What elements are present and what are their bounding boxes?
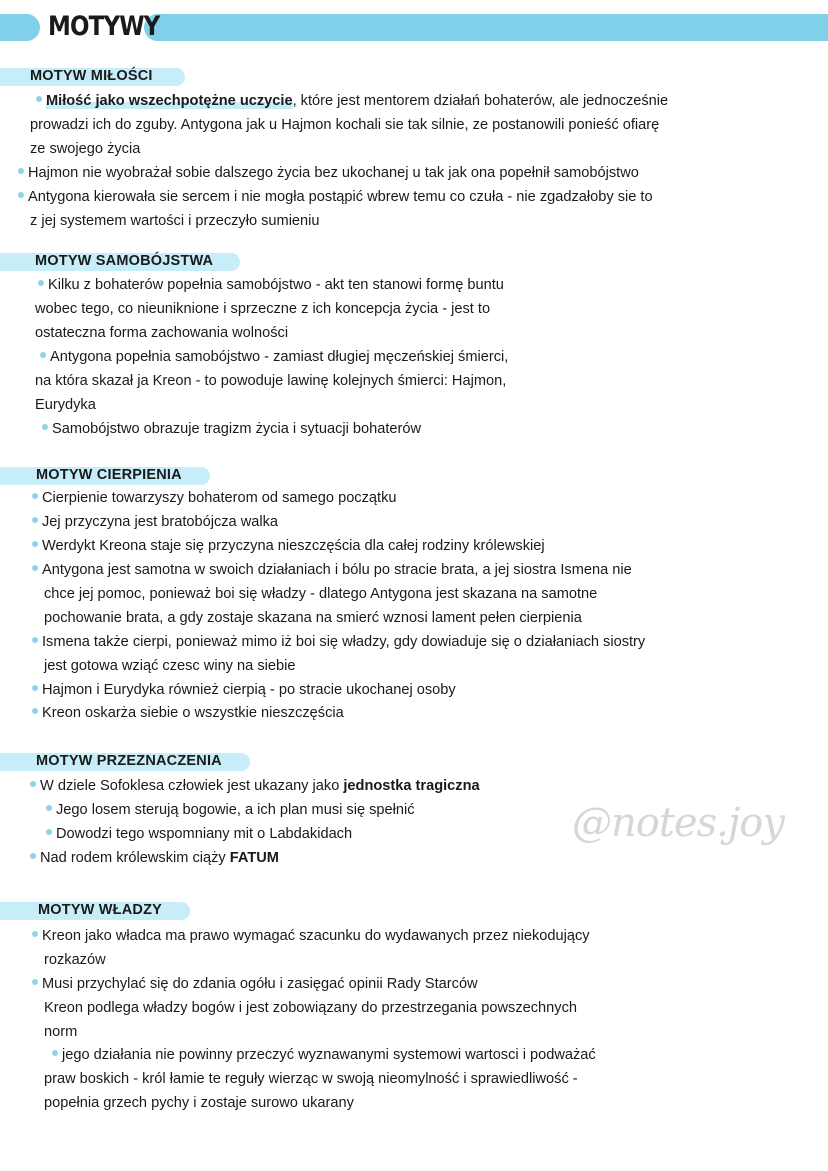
bold-text: jednostka tragiczna (343, 778, 480, 794)
note-line (38, 276, 504, 294)
note-line (44, 999, 577, 1017)
note-line (44, 609, 582, 627)
note-line (32, 537, 545, 555)
line-text: chce jej pomoc, ponieważ boi się władzy - dlatego Antygona jest skazana na samotne (44, 586, 598, 602)
line-text: Jego losem sterują bogowie, a ich plan musi się spełnić (56, 802, 415, 818)
note-line (40, 348, 508, 366)
bullet-dot-icon (32, 979, 38, 985)
watermark: @notes.joy (572, 800, 784, 846)
line-text: Werdykt Kreona staje się przyczyna nieszczęścia dla całej rodziny królewskiej (42, 538, 545, 554)
note-line (46, 825, 352, 843)
line-text: praw boskich - król łamie te reguły wierząc w swoją nieomylność i sprawiedliwość - (44, 1071, 578, 1087)
note-line (44, 951, 106, 969)
note-line (18, 188, 653, 206)
note-line (32, 927, 590, 945)
line-text: W dziele Sofoklesa człowiek jest ukazany jako (40, 778, 344, 794)
line-text: Kreon jako władca ma prawo wymagać szacunku do wydawanych przez niekodujący (42, 928, 590, 944)
title-bar-left (0, 14, 40, 41)
section-title: MOTYW CIERPIENIA (36, 467, 182, 483)
line-text: jest gotowa wziąć czesc winy na siebie (44, 658, 296, 674)
note-line (44, 585, 597, 603)
line-text: Cierpienie towarzyszy bohaterom od samego początku (42, 490, 397, 506)
note-line (30, 116, 659, 134)
bullet-dot-icon (32, 541, 38, 547)
bullet-dot-icon (40, 352, 46, 358)
note-line (32, 561, 632, 579)
bullet-dot-icon (18, 192, 24, 198)
note-line (44, 1023, 77, 1041)
bullet-dot-icon (38, 280, 44, 286)
page-title: MOTYWY (48, 11, 160, 42)
line-text: Eurydyka (35, 397, 96, 413)
note-line (32, 489, 396, 507)
note-line (35, 300, 490, 318)
bullet-dot-icon (32, 637, 38, 643)
bullet-dot-icon (32, 493, 38, 499)
line-text: Hajmon i Eurydyka również cierpią - po stracie ukochanej osoby (42, 682, 456, 698)
note-line (44, 1070, 578, 1088)
bullet-dot-icon (32, 931, 38, 937)
line-text: Antygona kierowała sie sercem i nie mogła postąpić wbrew temu co czuła - nie zgadzałoby sie to (28, 189, 653, 205)
line-text: Ismena także cierpi, ponieważ mimo iż boi się władzy, gdy dowiaduje się o działaniach siostry (42, 634, 646, 650)
bullet-dot-icon (32, 517, 38, 523)
bullet-dot-icon (36, 96, 42, 102)
line-text: Samobójstwo obrazuje tragizm życia i sytuacji bohaterów (52, 421, 422, 437)
line-text: wobec tego, co nieuniknione i sprzeczne z ich koncepcja życia - jest to (35, 301, 491, 317)
line-text: Antygona jest samotna w swoich działaniach i bólu po stracie brata, a jej siostra Ismena nie (42, 562, 632, 578)
section-title: MOTYW WŁADZY (38, 902, 163, 918)
line-text: , które jest mentorem działań bohaterów, ale jednocześnie (292, 93, 669, 109)
bullet-dot-icon (32, 708, 38, 714)
bullet-dot-icon (18, 168, 24, 174)
line-text: Hajmon nie wyobrażał sobie dalszego życia bez ukochanej u tak jak ona popełnił samobójstwo (28, 165, 639, 181)
bullet-dot-icon (52, 1050, 58, 1056)
line-text: ze swojego życia (30, 141, 141, 157)
line-text: Kreon oskarża siebie o wszystkie nieszczęścia (42, 705, 344, 721)
section-title: MOTYW PRZEZNACZENIA (36, 753, 222, 769)
line-text: norm (44, 1024, 78, 1040)
title-bar-right (144, 14, 828, 41)
note-line (35, 396, 96, 414)
section-title: MOTYW MIŁOŚCI (30, 68, 153, 84)
note-line (18, 164, 639, 182)
line-text: Nad rodem królewskim ciąży (40, 850, 230, 866)
line-text: Kilku z bohaterów popełnia samobójstwo - akt ten stanowi formę buntu (48, 277, 504, 293)
line-text: ostateczna forma zachowania wolności (35, 325, 289, 341)
note-line (36, 92, 668, 110)
note-line (30, 849, 279, 867)
note-line (35, 372, 506, 390)
note-line (32, 681, 456, 699)
line-text: Kreon podlega władzy bogów i jest zobowiązany do przestrzegania powszechnych (44, 1000, 577, 1016)
line-text: prowadzi ich do zguby. Antygona jak u Hajmon kochali sie tak silnie, ze postanowili ponieść ofiarę (30, 117, 660, 133)
line-text: popełnia grzech pychy i zostaje surowo ukarany (44, 1095, 354, 1111)
line-text: pochowanie brata, a gdy zostaje skazana na smierć wznosi lament pełen cierpienia (44, 610, 582, 626)
note-line (44, 1094, 354, 1112)
line-text: Antygona popełnia samobójstwo - zamiast długiej męczeńskiej śmierci, (50, 349, 509, 365)
note-line (44, 657, 295, 675)
note-line (35, 324, 288, 342)
line-text: jego działania nie powinny przeczyć wyznawanymi systemowi wartosci i podważać (62, 1047, 596, 1063)
note-line (32, 704, 344, 722)
line-text: Dowodzi tego wspomniany mit o Labdakidach (56, 826, 353, 842)
section-title: MOTYW SAMOBÓJSTWA (35, 253, 214, 269)
bullet-dot-icon (32, 565, 38, 571)
bullet-dot-icon (46, 805, 52, 811)
line-text: na która skazał ja Kreon - to powoduje lawinę kolejnych śmierci: Hajmon, (35, 373, 507, 389)
note-line (42, 420, 421, 438)
line-text: Jej przyczyna jest bratobójcza walka (42, 514, 279, 530)
bullet-dot-icon (30, 781, 36, 787)
bold-text: Miłość jako wszechpotężne uczycie (46, 93, 293, 109)
note-line (32, 633, 645, 651)
line-text: Musi przychylać się do zdania ogółu i zasięgać opinii Rady Starców (42, 976, 478, 992)
bold-text: FATUM (229, 850, 279, 866)
line-text: rozkazów (44, 952, 106, 968)
note-line (30, 777, 480, 795)
note-line (30, 212, 320, 230)
note-line (46, 801, 415, 819)
note-line (32, 513, 278, 531)
bullet-dot-icon (46, 829, 52, 835)
line-text: z jej systemem wartości i przeczyło sumieniu (30, 213, 320, 229)
note-line (30, 140, 140, 158)
bullet-dot-icon (32, 685, 38, 691)
bullet-dot-icon (42, 424, 48, 430)
note-line (52, 1046, 596, 1064)
note-line (32, 975, 478, 993)
bullet-dot-icon (30, 853, 36, 859)
